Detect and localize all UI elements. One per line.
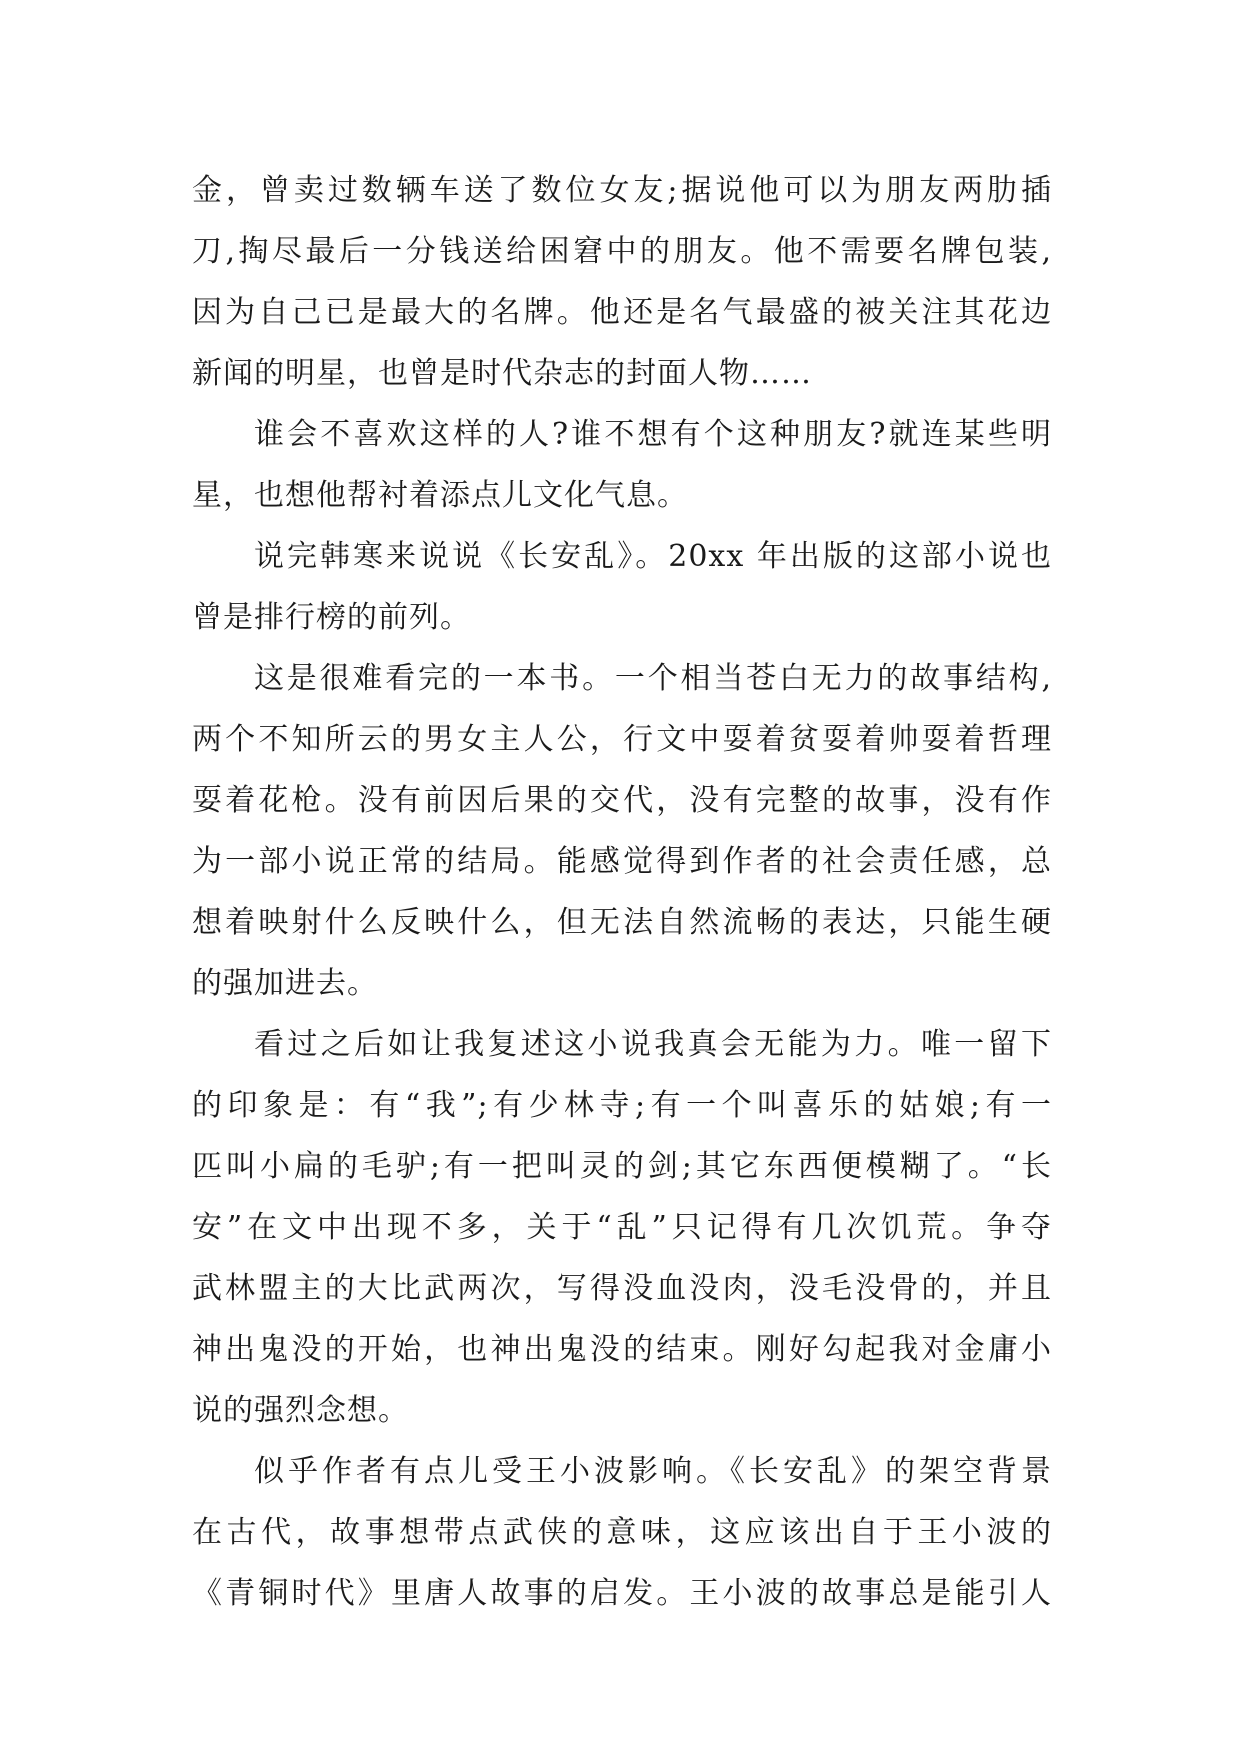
text-line: 《青铜时代》里唐人故事的启发。王小波的故事总是能引人 bbox=[192, 1576, 1052, 1611]
text-line: 匹叫小扁的毛驴;有一把叫灵的剑;其它东西便模糊了。“长 bbox=[192, 1149, 1052, 1184]
text-line: 想着映射什么反映什么，但无法自然流畅的表达，只能生硬 bbox=[192, 905, 1052, 940]
text-line: 的强加进去。 bbox=[192, 966, 378, 1001]
paragraph-first-line: 说完韩寒来说说《长安乱》。20xx 年出版的这部小说也 bbox=[254, 539, 1052, 574]
text-line: 的印象是：有“我”;有少林寺;有一个叫喜乐的姑娘;有一 bbox=[192, 1088, 1052, 1123]
paragraph-first-line: 看过之后如让我复述这小说我真会无能为力。唯一留下 bbox=[254, 1027, 1052, 1062]
text-line: 两个不知所云的男女主人公，行文中耍着贫耍着帅耍着哲理 bbox=[192, 722, 1052, 757]
text-line: 因为自己已是最大的名牌。他还是名气最盛的被关注其花边 bbox=[192, 295, 1052, 330]
text-line: 金，曾卖过数辆车送了数位女友;据说他可以为朋友两肋插 bbox=[192, 173, 1052, 208]
text-line: 武林盟主的大比武两次，写得没血没肉，没毛没骨的，并且 bbox=[192, 1271, 1052, 1306]
text-line: 星，也想他帮衬着添点儿文化气息。 bbox=[192, 478, 688, 513]
paragraph-first-line: 谁会不喜欢这样的人?谁不想有个这种朋友?就连某些明 bbox=[254, 417, 1052, 452]
text-line: 神出鬼没的开始，也神出鬼没的结束。刚好勾起我对金庸小 bbox=[192, 1332, 1052, 1367]
paragraph-first-line: 这是很难看完的一本书。一个相当苍白无力的故事结构, bbox=[254, 661, 1052, 696]
paragraph-first-line: 似乎作者有点儿受王小波影响。《长安乱》的架空背景 bbox=[254, 1454, 1052, 1489]
text-line: 曾是排行榜的前列。 bbox=[192, 600, 471, 635]
text-line: 刀,掏尽最后一分钱送给困窘中的朋友。他不需要名牌包装, bbox=[192, 234, 1052, 269]
text-line: 为一部小说正常的结局。能感觉得到作者的社会责任感，总 bbox=[192, 844, 1052, 879]
body-text bbox=[192, 160, 1052, 1624]
text-line: 说的强烈念想。 bbox=[192, 1393, 409, 1428]
text-line: 新闻的明星，也曾是时代杂志的封面人物…… bbox=[192, 356, 812, 391]
text-line: 安”在文中出现不多，关于“乱”只记得有几次饥荒。争夺 bbox=[192, 1210, 1052, 1245]
text-line: 在古代，故事想带点武侠的意味，这应该出自于王小波的 bbox=[192, 1515, 1052, 1550]
text-line: 耍着花枪。没有前因后果的交代，没有完整的故事，没有作 bbox=[192, 783, 1052, 818]
